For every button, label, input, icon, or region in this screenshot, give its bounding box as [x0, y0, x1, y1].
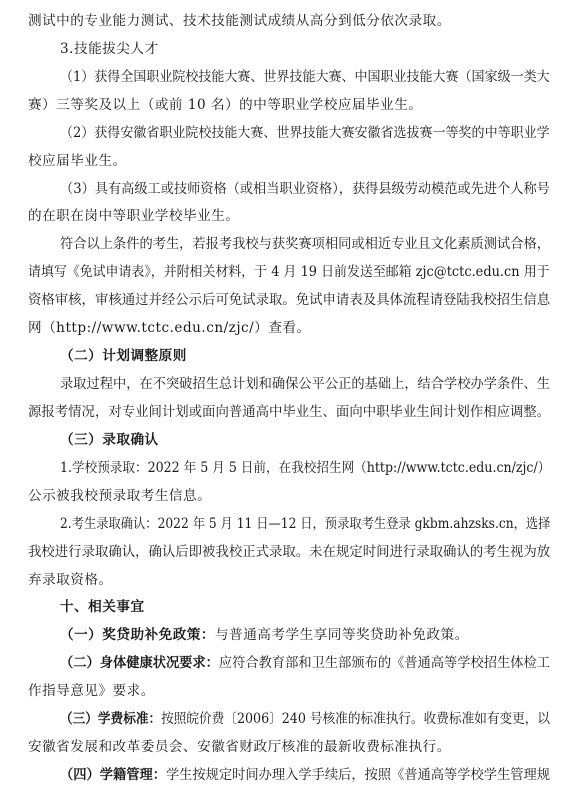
para-line: 资格审核，审核通过并经公示后可免试录取。免试申请表及具体流程请登陆我校招生信息 [28, 292, 551, 308]
para-line: 请填写《免试申请表》，并附相关材料，于 4 月 19 日前发送至邮箱 zjc@tctc.edu.cn 用于 [28, 264, 550, 280]
para-line: 的在职在岗中等职业学校毕业生。 [28, 208, 240, 224]
para-line: 源报考情况，对专业间计划或面向普通高中毕业生、面向中职毕业生间计划作相应调整。 [28, 404, 551, 420]
para-line: （1）获得全国职业院校技能大赛、世界技能大赛、中国职业技能大赛（国家级一类大 [60, 69, 550, 85]
item-text: 与普通高考学生享同等奖贷助补免政策。 [215, 627, 469, 643]
item-heading: （四）学籍管理： [60, 767, 166, 783]
item-text: 学生按规定时间办理入学手续后，按照《普通高等学校学生管理规 [165, 767, 550, 783]
para-line [60, 710, 550, 728]
para-line: 测试中的专业能力测试、技术技能测试成绩从高分到低分依次录取。 [28, 13, 451, 29]
para-line: （2）获得安徽省职业院校技能大赛、世界技能大赛安徽省选拔赛一等奖的中等职业学 [60, 125, 550, 141]
item-heading: （一）奖贷助补免政策： [60, 627, 216, 643]
section-heading: （三）录取确认 [60, 432, 159, 448]
para-line: 公示被我校预录取考生信息。 [28, 488, 212, 504]
para-line: （3）具有高级工或技师资格（或相当职业资格），获得县级劳动模范或先进个人称号 [60, 181, 550, 197]
item-heading: （三）学费标准： [60, 711, 162, 727]
para-line: 2.考生录取确认：2022 年 5 月 11 日—12 日，预录取考生登录 gkbm.ahzsks.cn，选择 [60, 516, 551, 532]
para-line: 安徽省发展和改革委员会、安徽省财政厅核准的最新收费标准执行。 [28, 739, 451, 755]
para-line [60, 766, 550, 784]
item-text: 应符合教育部和卫生部颁布的《普通高等学校招生体检工 [218, 655, 550, 671]
para-line: 我校进行录取确认，确认后即被我校正式录取。未在规定时间进行录取确认的考生视为放 [28, 544, 551, 560]
subsection-heading: 3.技能拔尖人才 [60, 41, 159, 57]
para-line: 弃录取资格。 [28, 572, 113, 588]
para-line: 作指导意见》要求。 [28, 683, 155, 699]
para-line: 录取过程中，在不突破招生总计划和确保公平公正的基础上，结合学校办学条件、生 [60, 376, 550, 392]
para-line: 赛）三等奖及以上（或前 10 名）的中等职业学校应届毕业生。 [28, 97, 423, 113]
para-line: 符合以上条件的考生，若报考我校与获奖赛项相同或相近专业且文化素质测试合格， [60, 236, 550, 252]
item-text: 按照皖价费〔2006〕240 号核准的标准执行。收费标准如有变更，以 [161, 711, 551, 727]
para-line [60, 654, 550, 672]
item-heading: （二）身体健康状况要求： [60, 655, 219, 671]
section-heading: （二）计划调整原则 [60, 348, 187, 364]
para-line: 1.学校预录取：2022 年 5 月 5 日前，在我校招生网（http://www.tctc.edu.cn/zjc/） [60, 460, 551, 476]
para-line [60, 626, 469, 644]
chapter-heading: 十、相关事宜 [60, 599, 145, 615]
para-line: 校应届毕业生。 [28, 153, 127, 169]
para-line: 网（http://www.tctc.edu.cn/zjc/）查看。 [28, 320, 311, 336]
